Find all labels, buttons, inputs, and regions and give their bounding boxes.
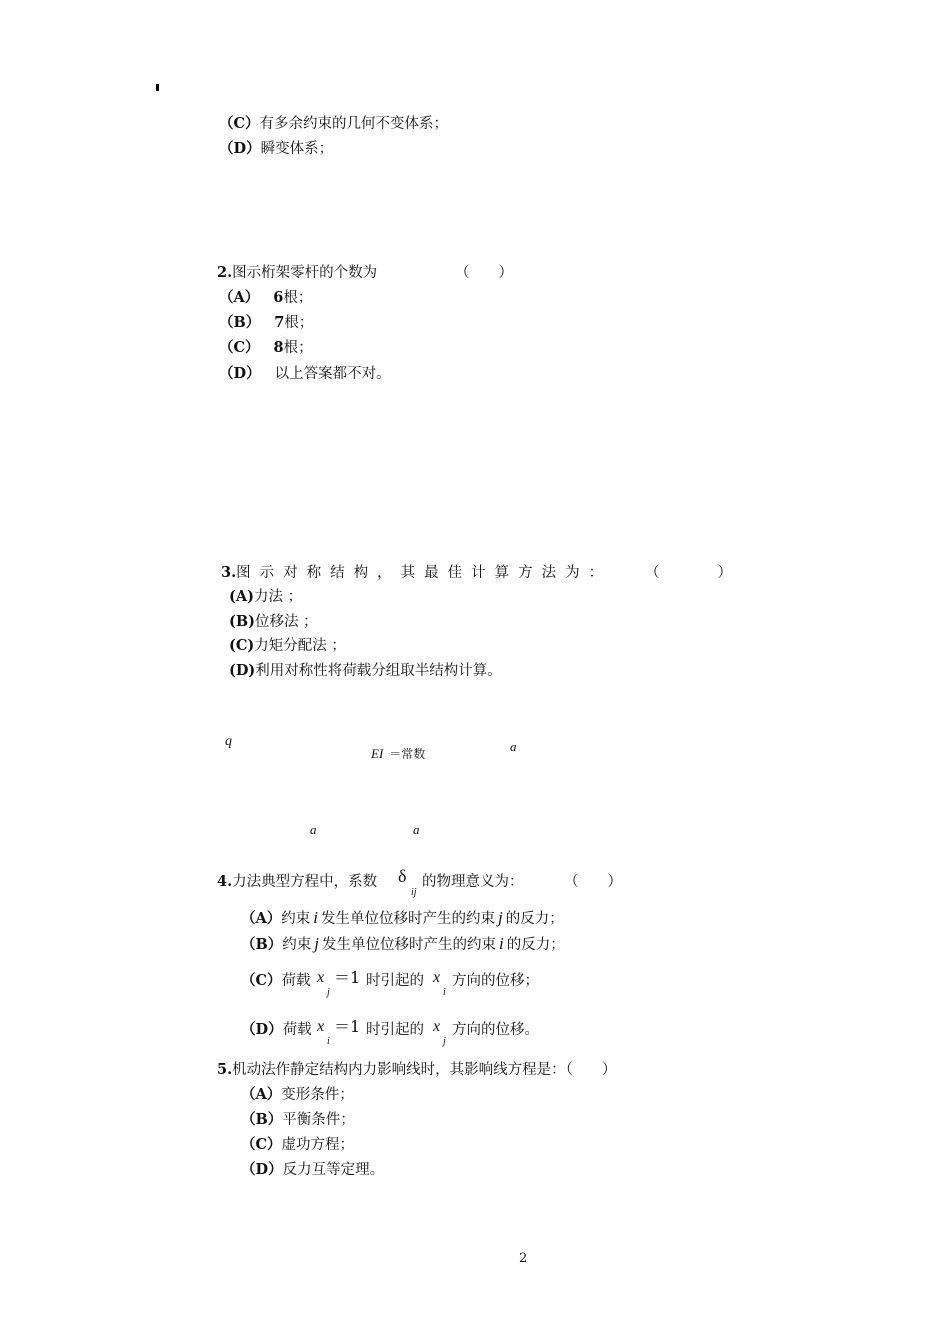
q3-option-a <box>229 587 302 607</box>
q4-option-d-x: x <box>317 1018 325 1035</box>
q4-option-c-label: （C） <box>241 972 282 989</box>
q5-stem-text: 机动法作静定结构内力影响线时，其影响线方程是： <box>232 1062 566 1078</box>
q4-option-b <box>241 934 565 955</box>
q3-option-a-text: 力法 ； <box>253 589 303 605</box>
q4-option-a-label: （A） <box>241 910 282 927</box>
q4-option-b-var2: i <box>499 934 504 953</box>
q4-option-c-t2: 时引起的 <box>366 973 424 989</box>
figure-ei-label <box>371 745 425 762</box>
q2-number: 2. <box>217 264 233 281</box>
q3-option-d-label: (D) <box>229 662 256 679</box>
q4-option-c-sub1: j <box>327 987 330 998</box>
q4-option-d-eq: ＝1 <box>334 1017 361 1036</box>
q3-option-d <box>229 661 502 681</box>
q2-stem <box>217 263 377 283</box>
q4-number: 4. <box>217 873 233 890</box>
q5-option-a <box>241 1085 354 1105</box>
q2-option-a <box>219 288 312 308</box>
q4-option-d <box>241 1020 312 1040</box>
q4-delta-symbol: δ <box>398 866 407 886</box>
q2-option-d-text: 以上答案都不对。 <box>274 366 391 382</box>
q1-option-c-label: （C） <box>219 115 260 132</box>
q3-number: 3. <box>221 564 237 581</box>
q5-option-b-text: 平衡条件； <box>282 1112 355 1128</box>
q4-stem-pre: 力法典型方程中，系数 <box>232 874 378 890</box>
q2-option-b <box>219 313 313 333</box>
q3-option-a-label: (A) <box>229 588 254 605</box>
figure-load-q-label: q <box>225 734 232 749</box>
q3-answer-paren: （ ） <box>645 565 732 581</box>
q2-option-a-label: （A） <box>219 289 260 306</box>
q1-option-c <box>219 114 448 134</box>
q3-option-b-label: (B) <box>229 613 255 630</box>
q4-stem-post: 的物理意义为： <box>422 874 524 890</box>
q2-option-b-text: 根； <box>284 315 314 331</box>
q1-option-d <box>219 139 333 159</box>
q5-option-b <box>241 1110 355 1130</box>
q2-option-a-text: 根； <box>283 290 313 306</box>
q4-option-a-t2: 发生单位位移时产生的约束 <box>321 911 495 927</box>
q4-option-c-t1: 荷载 <box>281 973 311 989</box>
figure-a-right-label: a <box>510 739 517 754</box>
page-number: 2 <box>519 1251 528 1266</box>
q4-option-d-t1: 荷载 <box>282 1022 312 1038</box>
q3-option-b-text: 位移法 ； <box>254 614 318 630</box>
q2-option-c-num: 8 <box>273 339 284 356</box>
figure-a-bottom-right-label: a <box>413 822 420 837</box>
q5-option-c-text: 虚功方程； <box>281 1137 355 1153</box>
q3-option-b <box>229 612 318 632</box>
q3-option-c-text: 力矩分配法 ； <box>254 638 346 654</box>
q2-answer-paren: （ ） <box>455 265 513 281</box>
q4-option-b-t2: 发生单位位移时产生的约束 <box>322 937 496 953</box>
q4-option-c-sub2: i <box>443 987 446 998</box>
q5-answer-paren: （ ） <box>565 1062 617 1078</box>
q2-option-d <box>219 364 391 384</box>
figure-a-bottom-left-label: a <box>310 822 317 837</box>
q5-option-a-label: （A） <box>241 1086 282 1103</box>
q5-option-b-label: （B） <box>241 1111 283 1128</box>
q4-stem <box>217 872 377 892</box>
q1-option-c-text: 有多余约束的几何不变体系； <box>259 116 449 132</box>
q4-option-c-x: x <box>317 969 325 986</box>
q3-stem-text: 图示对称结构，其最佳计算方法为： <box>236 565 613 581</box>
q4-option-b-t3: 的反力； <box>506 937 565 953</box>
q4-option-d-sub2: j <box>443 1036 446 1047</box>
q5-option-d-text: 反力互等定理。 <box>282 1162 385 1178</box>
q4-option-c <box>241 971 311 991</box>
q2-option-a-num: 6 <box>273 289 284 306</box>
q2-option-c-label: （C） <box>219 339 260 356</box>
q2-option-b-label: （B） <box>219 314 261 331</box>
q4-option-d-t3: 方向的位移。 <box>452 1022 539 1038</box>
q4-option-c-eq: ＝1 <box>334 968 361 987</box>
q3-option-d-text: 利用对称性将荷载分组取半结构计算。 <box>255 663 502 679</box>
q3-option-c <box>229 636 346 656</box>
q4-answer-paren: （ ） <box>564 874 622 890</box>
q2-option-d-label: （D） <box>219 365 261 382</box>
q2-stem-text: 图示桁架零杆的个数为 <box>232 265 378 281</box>
q4-option-b-var1: j <box>314 934 319 953</box>
q3-option-c-label: (C) <box>229 637 255 654</box>
q4-option-a <box>241 908 564 929</box>
q2-option-c-text: 根； <box>283 340 313 356</box>
margin-mark <box>156 84 159 91</box>
q2-option-c <box>219 338 313 358</box>
q5-number: 5. <box>217 1061 233 1078</box>
q3-stem <box>221 563 612 583</box>
q4-option-a-t3: 的反力； <box>505 911 564 927</box>
q5-option-c-label: （C） <box>241 1136 282 1153</box>
q5-option-a-text: 变形条件； <box>281 1087 354 1103</box>
q4-option-a-var1: i <box>313 908 318 927</box>
q4-option-b-label: （B） <box>241 936 283 953</box>
q4-option-c-t3: 方向的位移； <box>452 973 539 989</box>
q4-option-d-label: （D） <box>241 1021 283 1038</box>
q2-option-b-num: 7 <box>274 314 285 331</box>
figure-ei-text: ＝常数 <box>389 747 426 761</box>
figure-ei-symbol: EI <box>371 746 384 761</box>
q4-option-d-x2: x <box>433 1018 441 1035</box>
q4-option-d-sub1: i <box>327 1036 330 1047</box>
q5-option-d-label: （D） <box>241 1161 283 1178</box>
q4-option-a-t1: 约束 <box>281 911 311 927</box>
q5-option-c <box>241 1135 354 1155</box>
q1-option-d-text: 瞬变体系； <box>260 141 334 157</box>
q4-option-c-x2: x <box>433 969 441 986</box>
q5-option-d <box>241 1160 384 1180</box>
q4-option-d-t2: 时引起的 <box>366 1022 424 1038</box>
q4-option-a-var2: j <box>498 908 503 927</box>
q1-option-d-label: （D） <box>219 140 261 157</box>
q5-stem <box>217 1060 616 1080</box>
q4-delta-subscript: ij <box>411 887 417 898</box>
q4-option-b-t1: 约束 <box>282 937 312 953</box>
